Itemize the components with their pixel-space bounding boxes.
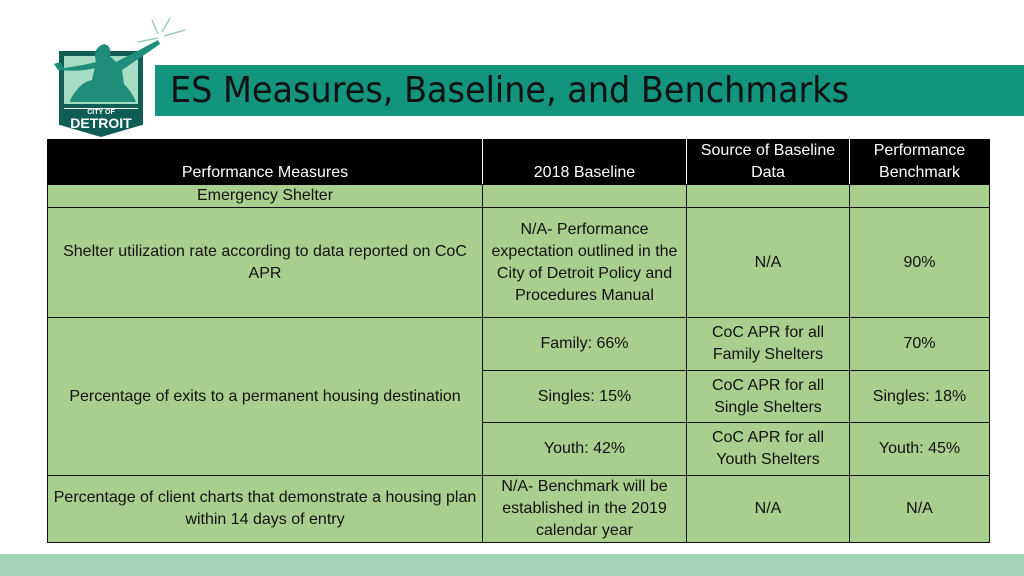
table-row: [48, 208, 990, 318]
section-row: [48, 185, 990, 208]
footer-band: [0, 554, 1024, 576]
table-row: [48, 476, 990, 543]
source-cell: CoC APR for all Youth Shelters: [687, 423, 850, 476]
logo-text-detroit: DETROIT: [70, 115, 132, 131]
sparkle-icon: [138, 18, 185, 42]
header-performance-measures: Performance Measures: [48, 140, 483, 185]
logo-text-city-of: CITY OF: [87, 109, 115, 116]
measure-cell: Shelter utilization rate according to data reported on CoC APR: [48, 208, 483, 318]
measure-cell: Percentage of client charts that demonstrate a housing plan within 14 days of entry: [48, 476, 483, 543]
source-cell: N/A: [687, 208, 850, 318]
measures-table: [47, 139, 990, 543]
slide-title: ES Measures, Baseline, and Benchmarks: [170, 70, 850, 111]
source-cell: CoC APR for all Family Shelters: [687, 318, 850, 371]
header-2018-baseline: 2018 Baseline: [483, 140, 687, 185]
benchmark-cell: N/A: [850, 476, 990, 543]
empty-cell: [850, 185, 990, 208]
baseline-cell: N/A- Performance expectation outlined in the City of Detroit Policy and Procedures Manual: [483, 208, 687, 318]
empty-cell: [687, 185, 850, 208]
source-cell: N/A: [687, 476, 850, 543]
header-source-of-baseline-data: Source of Baseline Data: [687, 140, 850, 185]
benchmark-cell: 90%: [850, 208, 990, 318]
source-cell: CoC APR for all Single Shelters: [687, 371, 850, 423]
baseline-cell: N/A- Benchmark will be established in the 2019 calendar year: [483, 476, 687, 543]
baseline-cell: Family: 66%: [483, 318, 687, 371]
section-label: Emergency Shelter: [48, 185, 483, 208]
measure-cell: Percentage of exits to a permanent housing destination: [48, 318, 483, 476]
baseline-cell: Singles: 15%: [483, 371, 687, 423]
baseline-cell: Youth: 42%: [483, 423, 687, 476]
benchmark-cell: Singles: 18%: [850, 371, 990, 423]
benchmark-cell: 70%: [850, 318, 990, 371]
benchmark-cell: Youth: 45%: [850, 423, 990, 476]
header-performance-benchmark: Performance Benchmark: [850, 140, 990, 185]
header-row: [48, 140, 990, 185]
table-row: [48, 318, 990, 371]
city-of-detroit-logo: [40, 12, 190, 140]
empty-cell: [483, 185, 687, 208]
